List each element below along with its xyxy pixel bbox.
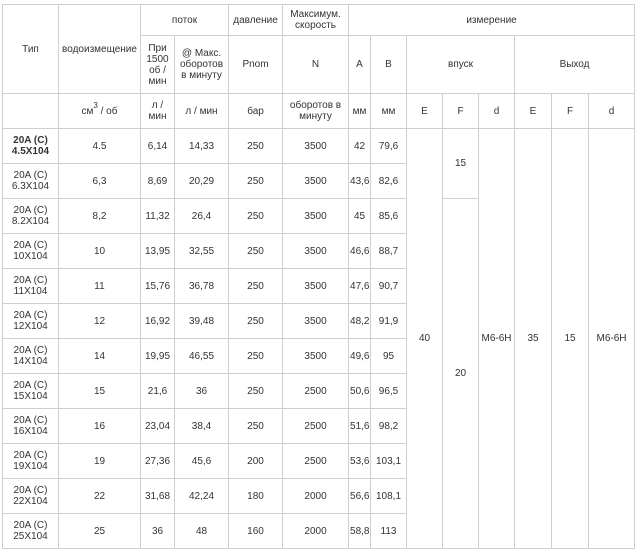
cell-n: 2500 (283, 409, 349, 444)
cell-p: 250 (229, 374, 283, 409)
cell-type: 20A (C) 14X104 (3, 339, 59, 374)
cell-q1500: 21,6 (141, 374, 175, 409)
cell-n: 3500 (283, 269, 349, 304)
cell-a: 49,6 (349, 339, 371, 374)
header-type: Тип (3, 5, 59, 94)
header-flow-1500: При 1500 об / мин (141, 36, 175, 94)
cell-disp: 4.5 (59, 129, 141, 164)
cell-disp: 10 (59, 234, 141, 269)
cell-p: 250 (229, 129, 283, 164)
header-row-units (3, 94, 635, 129)
header-dimensions: измерение (349, 5, 635, 36)
cell-a: 46,6 (349, 234, 371, 269)
cell-n: 2500 (283, 374, 349, 409)
outlet-e-value: 35 (515, 129, 552, 549)
cell-q1500: 23,04 (141, 409, 175, 444)
cell-type: 20A (C) 8.2X104 (3, 199, 59, 234)
cell-qmax: 38,4 (175, 409, 229, 444)
cell-b: 85,6 (371, 199, 407, 234)
cell-a: 51,6 (349, 409, 371, 444)
inlet-f-value-top: 15 (443, 129, 479, 199)
cell-type: 20A (C) 16X104 (3, 409, 59, 444)
cell-qmax: 46,55 (175, 339, 229, 374)
header-inlet: впуск (407, 36, 515, 94)
header-displacement: водоизмещение (59, 5, 141, 94)
cell-qmax: 36,78 (175, 269, 229, 304)
cell-p: 200 (229, 444, 283, 479)
cell-b: 103,1 (371, 444, 407, 479)
header-flow-max: @ Макс. оборотов в минуту (175, 36, 229, 94)
cell-p: 250 (229, 269, 283, 304)
cell-n: 3500 (283, 199, 349, 234)
cell-n: 2000 (283, 479, 349, 514)
inlet-d-header: d (479, 94, 515, 129)
unit-flow-max: л / мин (175, 94, 229, 129)
header-flow: поток (141, 5, 229, 36)
cell-qmax: 48 (175, 514, 229, 549)
header-a: A (349, 36, 371, 94)
cell-type: 20A (C) 19X104 (3, 444, 59, 479)
inlet-f-header: F (443, 94, 479, 129)
inlet-e-value: 40 (407, 129, 443, 549)
cell-b: 79,6 (371, 129, 407, 164)
cell-qmax: 26,4 (175, 199, 229, 234)
unit-type-empty (3, 94, 59, 129)
cell-n: 3500 (283, 129, 349, 164)
header-row-1 (3, 5, 635, 36)
cell-q1500: 36 (141, 514, 175, 549)
unit-b: мм (371, 94, 407, 129)
outlet-d-header: d (589, 94, 635, 129)
cell-n: 3500 (283, 339, 349, 374)
header-pressure: давление (229, 5, 283, 36)
cell-qmax: 14,33 (175, 129, 229, 164)
cell-n: 3500 (283, 164, 349, 199)
cell-n: 3500 (283, 304, 349, 339)
cell-a: 50,6 (349, 374, 371, 409)
outlet-f-header: F (552, 94, 589, 129)
cell-p: 160 (229, 514, 283, 549)
cell-q1500: 27,36 (141, 444, 175, 479)
inlet-d-value: M6-6H (479, 129, 515, 549)
unit-flow-1500: л / мин (141, 94, 175, 129)
outlet-e-header: E (515, 94, 552, 129)
cell-type: 20A (C) 4.5X104 (3, 129, 59, 164)
header-outlet: Выход (515, 36, 635, 94)
cell-a: 43,6 (349, 164, 371, 199)
header-pnom: Pnom (229, 36, 283, 94)
unit-speed: оборотов в минуту (283, 94, 349, 129)
cell-qmax: 42,24 (175, 479, 229, 514)
cell-b: 113 (371, 514, 407, 549)
cell-disp: 8,2 (59, 199, 141, 234)
pump-spec-table (2, 4, 635, 549)
cell-q1500: 6,14 (141, 129, 175, 164)
cell-a: 53,6 (349, 444, 371, 479)
header-n: N (283, 36, 349, 94)
cell-disp: 11 (59, 269, 141, 304)
cell-b: 91,9 (371, 304, 407, 339)
cell-q1500: 13,95 (141, 234, 175, 269)
cell-a: 42 (349, 129, 371, 164)
cell-b: 95 (371, 339, 407, 374)
cell-type: 20A (C) 11X104 (3, 269, 59, 304)
cell-type: 20A (C) 10X104 (3, 234, 59, 269)
cell-q1500: 15,76 (141, 269, 175, 304)
cell-p: 250 (229, 304, 283, 339)
cell-type: 20A (C) 22X104 (3, 479, 59, 514)
cell-q1500: 16,92 (141, 304, 175, 339)
cell-a: 48,2 (349, 304, 371, 339)
cell-type: 20A (C) 25X104 (3, 514, 59, 549)
cell-qmax: 36 (175, 374, 229, 409)
cell-disp: 25 (59, 514, 141, 549)
cell-qmax: 39,48 (175, 304, 229, 339)
cell-disp: 12 (59, 304, 141, 339)
unit-cm-tail: / об (100, 105, 118, 117)
cell-p: 250 (229, 234, 283, 269)
cell-disp: 22 (59, 479, 141, 514)
cell-qmax: 20,29 (175, 164, 229, 199)
cell-a: 47,6 (349, 269, 371, 304)
cell-b: 82,6 (371, 164, 407, 199)
cell-p: 250 (229, 339, 283, 374)
unit-pressure: бар (229, 94, 283, 129)
cell-disp: 19 (59, 444, 141, 479)
cell-b: 108,1 (371, 479, 407, 514)
cell-disp: 14 (59, 339, 141, 374)
inlet-f-value-rest: 20 (443, 199, 479, 549)
cell-q1500: 19,95 (141, 339, 175, 374)
cell-type: 20A (C) 12X104 (3, 304, 59, 339)
cell-b: 90,7 (371, 269, 407, 304)
outlet-f-value: 15 (552, 129, 589, 549)
header-max-speed: Максимум. скорость (283, 5, 349, 36)
cell-p: 250 (229, 199, 283, 234)
cell-a: 45 (349, 199, 371, 234)
cell-n: 2000 (283, 514, 349, 549)
cell-p: 250 (229, 164, 283, 199)
cell-type: 20A (C) 15X104 (3, 374, 59, 409)
cell-qmax: 32,55 (175, 234, 229, 269)
cell-q1500: 11,32 (141, 199, 175, 234)
cell-b: 98,2 (371, 409, 407, 444)
header-b: B (371, 36, 407, 94)
table-body (3, 5, 635, 549)
outlet-d-value: M6-6H (589, 129, 635, 549)
unit-cm: см (81, 105, 94, 117)
cell-q1500: 31,68 (141, 479, 175, 514)
inlet-e-header: E (407, 94, 443, 129)
cell-n: 2500 (283, 444, 349, 479)
table-row (3, 129, 635, 164)
cell-disp: 6,3 (59, 164, 141, 199)
cell-a: 58,8 (349, 514, 371, 549)
cell-disp: 16 (59, 409, 141, 444)
cell-n: 3500 (283, 234, 349, 269)
cell-q1500: 8,69 (141, 164, 175, 199)
unit-a: мм (349, 94, 371, 129)
cell-a: 56,6 (349, 479, 371, 514)
cell-b: 96,5 (371, 374, 407, 409)
cell-b: 88,7 (371, 234, 407, 269)
cell-disp: 15 (59, 374, 141, 409)
cell-p: 250 (229, 409, 283, 444)
cell-p: 180 (229, 479, 283, 514)
unit-displacement (59, 94, 141, 129)
cell-type: 20A (C) 6.3X104 (3, 164, 59, 199)
cell-qmax: 45,6 (175, 444, 229, 479)
unit-cm-superscript: 3 (93, 100, 98, 110)
